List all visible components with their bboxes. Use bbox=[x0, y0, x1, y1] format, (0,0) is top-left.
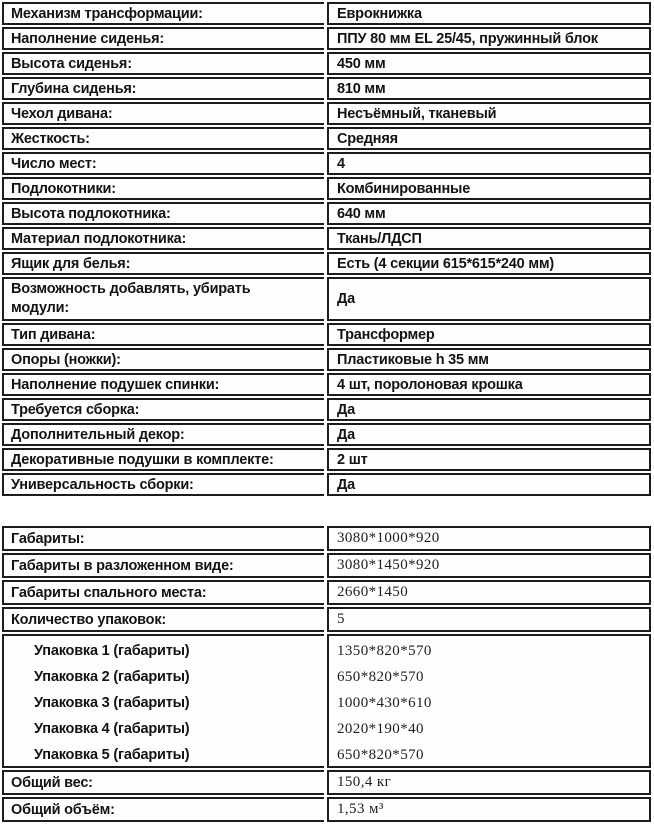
spec-label-text: Материал подлокотника: bbox=[11, 230, 187, 247]
spec-label-text: Высота подлокотника: bbox=[11, 205, 171, 222]
table-row bbox=[2, 152, 651, 175]
table-row bbox=[2, 102, 651, 125]
spec-label-text: Общий объём: bbox=[11, 801, 115, 818]
spec-table-main bbox=[2, 2, 651, 496]
spec-label bbox=[2, 526, 324, 551]
spec-label-text: Декоративные подушки в комплекте: bbox=[11, 451, 274, 468]
spec-value-text: 640 мм bbox=[337, 205, 386, 222]
spec-label-text: Универсальность сборки: bbox=[11, 476, 194, 493]
spec-label-text: Габариты в разложенном виде: bbox=[11, 557, 234, 574]
spec-label-text: Количество упаковок: bbox=[11, 611, 167, 628]
packages-labels bbox=[2, 634, 324, 768]
spec-value-text: Средняя bbox=[337, 130, 398, 147]
spec-label-text: Требуется сборка: bbox=[11, 401, 140, 418]
spec-value bbox=[327, 102, 651, 125]
spec-value bbox=[327, 127, 651, 150]
spec-label bbox=[2, 2, 324, 25]
table-row bbox=[2, 127, 651, 150]
table-row bbox=[2, 526, 651, 551]
spec-label-text: Ящик для белья: bbox=[11, 255, 131, 272]
table-row bbox=[2, 373, 651, 396]
spec-label bbox=[2, 797, 324, 822]
spec-value bbox=[327, 227, 651, 250]
spec-label-text: Наполнение подушек спинки: bbox=[11, 376, 220, 393]
spec-label bbox=[2, 252, 324, 275]
table-row bbox=[2, 177, 651, 200]
spec-label-text: Чехол дивана: bbox=[11, 105, 113, 122]
table-row bbox=[2, 77, 651, 100]
spec-value-text: Несъёмный, тканевый bbox=[337, 105, 497, 122]
spec-value-text: 2 шт bbox=[337, 451, 368, 468]
table-row bbox=[2, 553, 651, 578]
table-row bbox=[2, 27, 651, 50]
spec-label bbox=[2, 202, 324, 225]
spec-value bbox=[327, 152, 651, 175]
table-row bbox=[2, 227, 651, 250]
spec-value-text: Да bbox=[337, 476, 355, 493]
table-row bbox=[2, 580, 651, 605]
spec-label bbox=[2, 77, 324, 100]
spec-value-text: 5 bbox=[337, 611, 345, 627]
spec-value-text: Пластиковые h 35 мм bbox=[337, 351, 489, 368]
table-row bbox=[2, 423, 651, 446]
spec-label bbox=[2, 52, 324, 75]
spec-value-text: ППУ 80 мм EL 25/45, пружинный блок bbox=[337, 30, 598, 47]
spec-label bbox=[2, 177, 324, 200]
spec-label bbox=[2, 127, 324, 150]
table-row bbox=[2, 323, 651, 346]
spec-value bbox=[327, 277, 651, 321]
spec-value-text: 3080*1450*920 bbox=[337, 557, 440, 573]
spec-value bbox=[327, 27, 651, 50]
spec-value bbox=[327, 580, 651, 605]
spec-value bbox=[327, 348, 651, 371]
spec-label bbox=[2, 580, 324, 605]
spec-label bbox=[2, 102, 324, 125]
package-value: 1350*820*570 bbox=[337, 643, 432, 659]
spec-label-text: Дополнительный декор: bbox=[11, 426, 185, 443]
spec-label bbox=[2, 323, 324, 346]
table-row bbox=[2, 2, 651, 25]
spec-value-text: 810 мм bbox=[337, 80, 386, 97]
table-row bbox=[2, 277, 651, 321]
spec-label bbox=[2, 373, 324, 396]
table-row bbox=[2, 770, 651, 795]
spec-value bbox=[327, 607, 651, 632]
spec-value-text: 450 мм bbox=[337, 55, 386, 72]
package-value: 650*820*570 bbox=[337, 747, 424, 763]
spec-value bbox=[327, 373, 651, 396]
spec-label bbox=[2, 277, 324, 321]
spec-value bbox=[327, 252, 651, 275]
spec-label-text: Габариты спального места: bbox=[11, 584, 207, 601]
table-row bbox=[2, 202, 651, 225]
table-row bbox=[2, 398, 651, 421]
package-label: Упаковка 2 (габариты) bbox=[34, 669, 190, 685]
spec-value bbox=[327, 526, 651, 551]
spec-value bbox=[327, 448, 651, 471]
spec-label bbox=[2, 448, 324, 471]
spec-label bbox=[2, 607, 324, 632]
spec-label bbox=[2, 227, 324, 250]
spec-value bbox=[327, 423, 651, 446]
package-label: Упаковка 1 (габариты) bbox=[34, 643, 190, 659]
spec-label bbox=[2, 27, 324, 50]
spec-label-text: Глубина сиденья: bbox=[11, 80, 137, 97]
spec-label bbox=[2, 473, 324, 496]
spec-value-text: Да bbox=[337, 401, 355, 418]
packages-values bbox=[327, 634, 651, 768]
package-label: Упаковка 4 (габариты) bbox=[34, 721, 190, 737]
spec-value-text: Трансформер bbox=[337, 326, 435, 343]
package-value: 650*820*570 bbox=[337, 669, 424, 685]
table-row bbox=[2, 252, 651, 275]
spec-label-text: Механизм трансформации: bbox=[11, 5, 203, 22]
spec-value-text: 2660*1450 bbox=[337, 584, 409, 600]
table-row bbox=[2, 448, 651, 471]
package-value: 1000*430*610 bbox=[337, 695, 432, 711]
spec-label bbox=[2, 423, 324, 446]
spec-value-text: Есть (4 секции 615*615*240 мм) bbox=[337, 255, 555, 272]
table-row bbox=[2, 797, 651, 822]
spec-value bbox=[327, 2, 651, 25]
spec-value bbox=[327, 797, 651, 822]
spec-value-text: Ткань/ЛДСП bbox=[337, 230, 422, 247]
spec-value-text: Да bbox=[337, 426, 355, 443]
spec-value-text: 150,4 кг bbox=[337, 774, 392, 790]
spec-value bbox=[327, 398, 651, 421]
spec-value-text: 4 шт, поролоновая крошка bbox=[337, 376, 523, 393]
spec-value bbox=[327, 52, 651, 75]
table-row bbox=[2, 473, 651, 496]
spec-value bbox=[327, 553, 651, 578]
spec-label-text: Общий вес: bbox=[11, 774, 93, 791]
spec-label bbox=[2, 152, 324, 175]
spec-label-text: Наполнение сиденья: bbox=[11, 30, 164, 47]
spec-value bbox=[327, 177, 651, 200]
spec-value bbox=[327, 77, 651, 100]
spec-label bbox=[2, 553, 324, 578]
spec-value-text: 4 bbox=[337, 155, 345, 172]
table-row bbox=[2, 607, 651, 632]
spec-label bbox=[2, 770, 324, 795]
spec-label-text: Тип дивана: bbox=[11, 326, 96, 343]
spec-value bbox=[327, 202, 651, 225]
spec-label bbox=[2, 348, 324, 371]
spec-value-text: Еврокнижка bbox=[337, 5, 422, 22]
spec-label-text: Подлокотники: bbox=[11, 180, 116, 197]
table-row bbox=[2, 348, 651, 371]
package-label: Упаковка 5 (габариты) bbox=[34, 747, 190, 763]
table-row bbox=[2, 52, 651, 75]
spec-value bbox=[327, 323, 651, 346]
spec-label-text: Опоры (ножки): bbox=[11, 351, 121, 368]
spec-label-text: Возможность добавлять, убирать модули: bbox=[11, 281, 251, 316]
spec-table-dimensions bbox=[2, 526, 651, 822]
spec-label-text: Габариты: bbox=[11, 530, 85, 547]
spec-value-text: Да bbox=[337, 291, 355, 307]
spec-value bbox=[327, 473, 651, 496]
spec-label-text: Жесткость: bbox=[11, 130, 90, 147]
packages-group-row bbox=[2, 634, 651, 768]
spec-value-text: Комбинированные bbox=[337, 180, 471, 197]
spec-label-text: Число мест: bbox=[11, 155, 97, 172]
spec-label bbox=[2, 398, 324, 421]
spec-label-text: Высота сиденья: bbox=[11, 55, 132, 72]
package-value: 2020*190*40 bbox=[337, 721, 424, 737]
spec-value-text: 1,53 м³ bbox=[337, 801, 384, 817]
spec-value-text: 3080*1000*920 bbox=[337, 530, 440, 546]
spec-value bbox=[327, 770, 651, 795]
package-label: Упаковка 3 (габариты) bbox=[34, 695, 190, 711]
